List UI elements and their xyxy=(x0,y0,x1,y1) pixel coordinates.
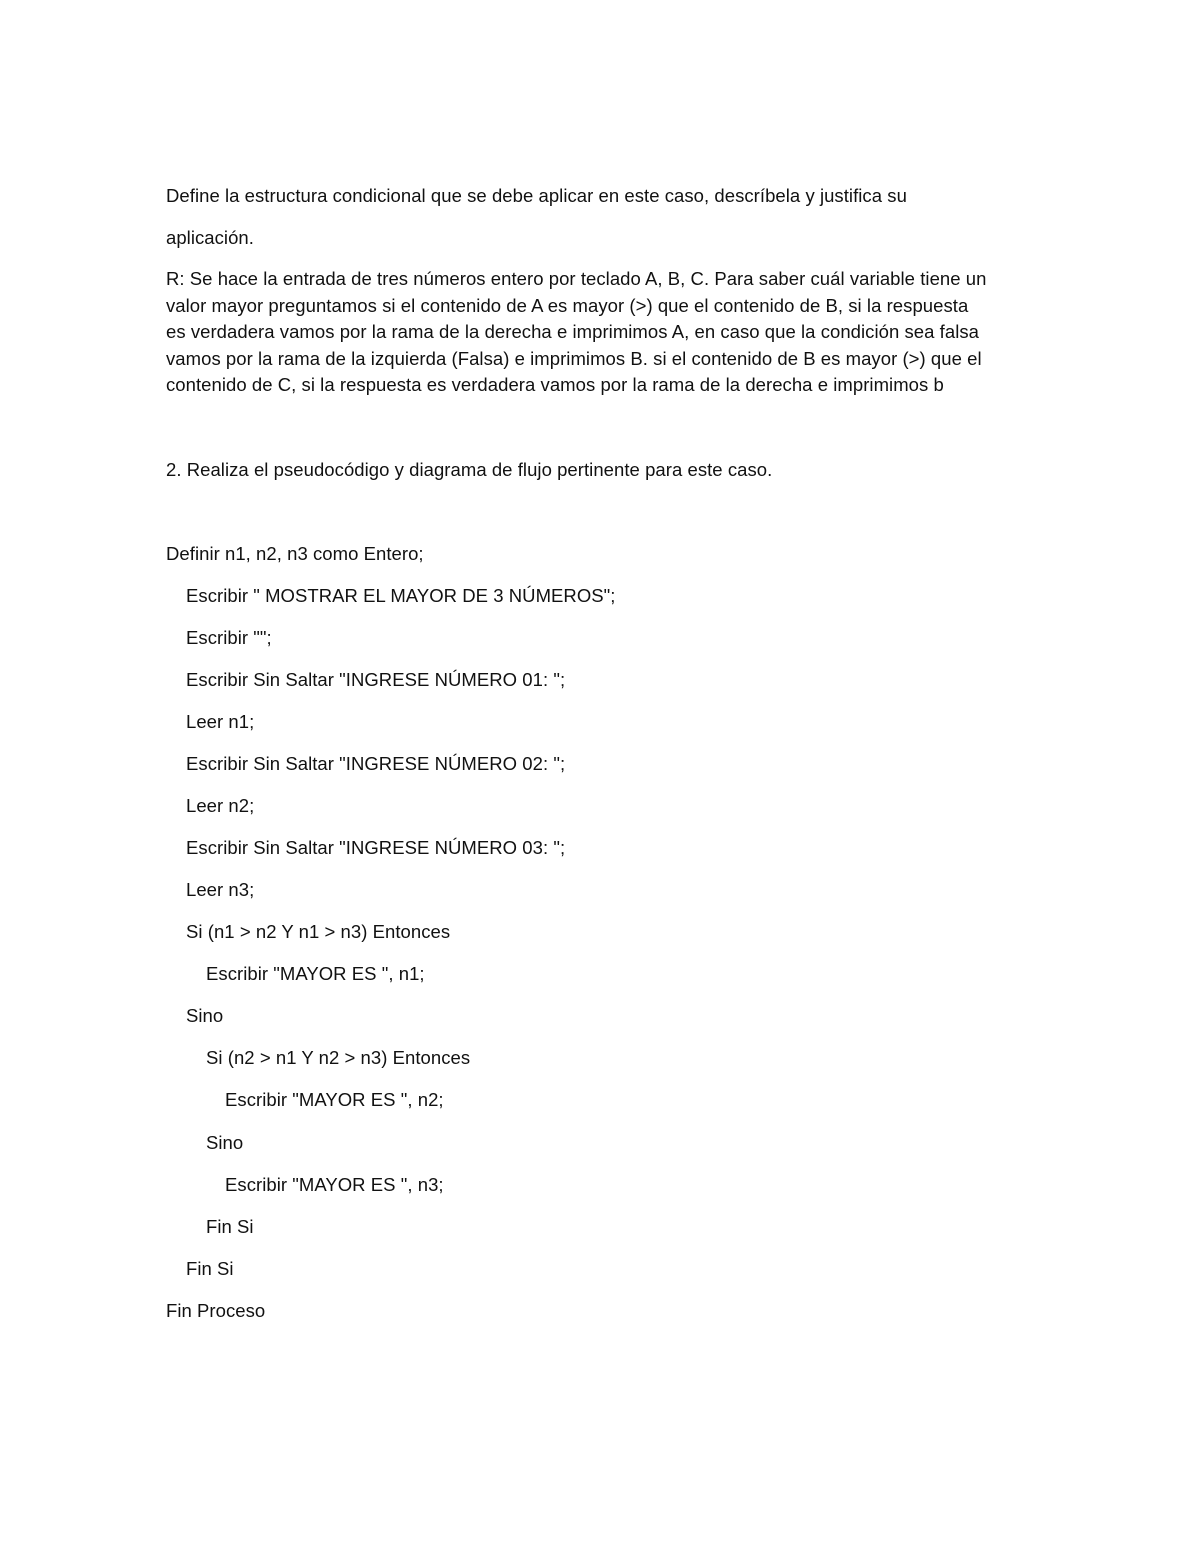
answer-line-3: es verdadera vamos por la rama de la derecha e imprimimos A, en caso que la condición sea falsa xyxy=(166,321,980,342)
answer-line-5: contenido de C, si la respuesta es verdadera vamos por la rama de la derecha e imprimimos b xyxy=(166,374,944,395)
question-2-heading: 2. Realiza el pseudocódigo y diagrama de flujo pertinente para este caso. xyxy=(166,459,773,480)
answer-line-4: vamos por la rama de la izquierda (Falsa) e imprimimos B. si el contenido de B es mayor (>) que el xyxy=(166,348,982,369)
code-line-16: Escribir "MAYOR ES ", n3; xyxy=(225,1174,444,1195)
answer-line-2: valor mayor preguntamos si el contenido de A es mayor (>) que el contenido de B, si la respuesta xyxy=(166,295,969,316)
code-line-15: Sino xyxy=(206,1132,244,1153)
code-line-13: Si (n2 > n1 Y n2 > n3) Entonces xyxy=(206,1047,471,1068)
answer-line-1: R: Se hace la entrada de tres números entero por teclado A, B, C. Para saber cuál variable tiene un xyxy=(166,268,987,289)
code-line-2: Escribir " MOSTRAR EL MAYOR DE 3 NÚMEROS"; xyxy=(186,585,616,606)
code-line-17: Fin Si xyxy=(206,1216,254,1237)
code-line-5: Leer n1; xyxy=(186,711,255,732)
code-line-8: Escribir Sin Saltar "INGRESE NÚMERO 03: "; xyxy=(186,837,566,858)
question-line-2: aplicación. xyxy=(166,227,254,248)
code-line-18: Fin Si xyxy=(186,1258,234,1279)
code-line-9: Leer n3; xyxy=(186,879,255,900)
code-line-10: Si (n1 > n2 Y n1 > n3) Entonces xyxy=(186,921,451,942)
code-line-6: Escribir Sin Saltar "INGRESE NÚMERO 02: "; xyxy=(186,753,566,774)
code-line-11: Escribir "MAYOR ES ", n1; xyxy=(206,963,425,984)
code-line-19: Fin Proceso xyxy=(166,1300,266,1321)
code-line-7: Leer n2; xyxy=(186,795,255,816)
code-line-4: Escribir Sin Saltar "INGRESE NÚMERO 01: "; xyxy=(186,669,566,690)
code-line-12: Sino xyxy=(186,1005,224,1026)
code-line-14: Escribir "MAYOR ES ", n2; xyxy=(225,1089,444,1110)
question-line-1: Define la estructura condicional que se debe aplicar en este caso, descríbela y justifica su xyxy=(166,185,907,206)
code-line-1: Definir n1, n2, n3 como Entero; xyxy=(166,543,424,564)
code-line-3: Escribir ""; xyxy=(186,627,272,648)
